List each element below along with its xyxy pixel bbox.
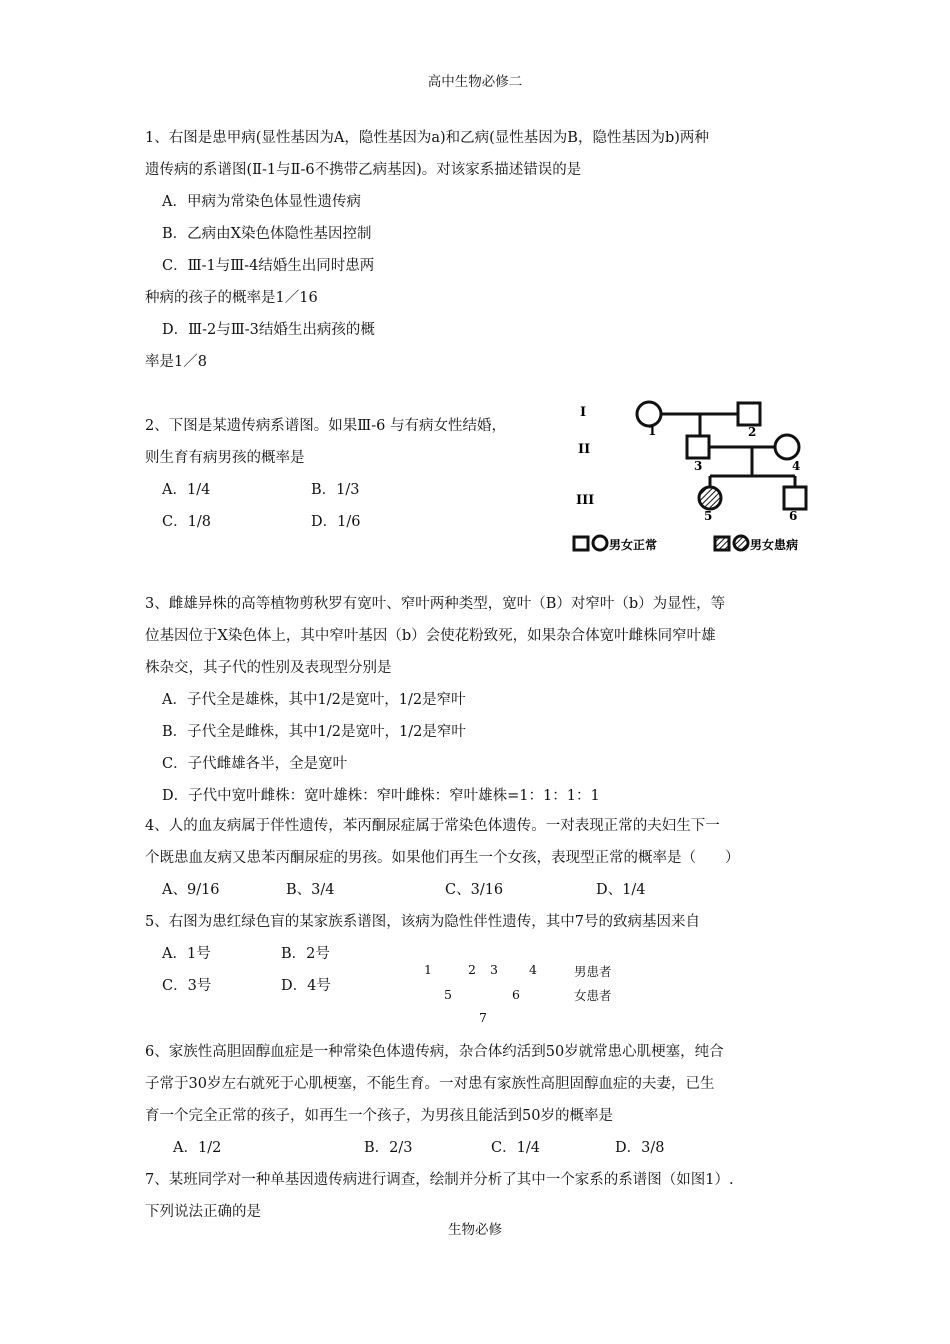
- q3-option-a: A．子代全是雄株，其中1/2是宽叶，1/2是窄叶: [162, 692, 466, 708]
- q1-option-b: B．乙病由X染色体隐性基因控制: [162, 226, 372, 242]
- gen-label-2: II: [578, 442, 591, 457]
- q4-option-c: C、3/16: [445, 882, 504, 898]
- q6-option-d: D．3/8: [615, 1140, 665, 1156]
- q1-option-a: A．甲病为常染色体显性遗传病: [162, 194, 361, 210]
- q3-stem-line3: 株杂交，其子代的性别及表现型分别是: [145, 660, 392, 676]
- q2-option-d: D．1/6: [311, 514, 361, 530]
- q6-stem-line1: 6、家族性高胆固醇血症是一种常染色体遗传病，杂合体约活到50岁就常患心肌梗塞，纯合: [145, 1044, 724, 1060]
- q1-option-c-cont: 种病的孩子的概率是1／16: [145, 290, 318, 306]
- q4-option-d: D、1/4: [596, 882, 646, 898]
- q6-option-b: B．2/3: [364, 1140, 413, 1156]
- q5-option-a: A．1号: [162, 946, 211, 962]
- legend-male-normal: [574, 537, 588, 550]
- q1-option-d: D．Ⅲ-2与Ⅲ-3结婚生出病孩的概: [162, 322, 375, 338]
- q6-option-a: A．1/2: [173, 1140, 222, 1156]
- gen-label-3: III: [576, 493, 595, 508]
- q2-option-b: B．1/3: [311, 482, 360, 498]
- q5-male-affected-label: 男患者: [574, 964, 612, 979]
- legend-female-affected: [734, 536, 748, 550]
- q6-stem-line3: 育一个完全正常的孩子，如再生一个孩子，为男孩且能活到50岁的概率是: [145, 1108, 613, 1124]
- q3-option-c: C．子代雌雄各半，全是宽叶: [162, 756, 348, 772]
- q1-stem-line1: 1、右图是患甲病(显性基因为A，隐性基因为a)和乙病(显性基因为B，隐性基因为b)两种: [145, 130, 709, 146]
- male-normal-6: [784, 487, 806, 509]
- q5-stem: 5、右图为患红绿色盲的某家族系谱图，该病为隐性伴性遗传，其中7号的致病基因来自: [145, 914, 700, 930]
- q6-option-c: C．1/4: [491, 1140, 540, 1156]
- q2-option-c: C．1/8: [162, 514, 211, 530]
- q4-option-b: B、3/4: [286, 882, 335, 898]
- page-header: 高中生物必修二: [427, 74, 523, 90]
- legend-male-affected: [715, 537, 729, 550]
- q5-option-b: B．2号: [281, 946, 330, 962]
- q5-num-4: 4: [529, 962, 537, 977]
- q4-stem-line1: 4、人的血友病属于伴性遗传，苯丙酮尿症属于常染色体遗传。一对表现正常的夫妇生下一: [145, 818, 720, 834]
- num-3: 3: [694, 459, 703, 473]
- num-5: 5: [704, 509, 713, 523]
- q3-stem-line1: 3、雌雄异株的高等植物剪秋罗有宽叶、窄叶两种类型，宽叶（B）对窄叶（b）为显性，等: [145, 596, 726, 612]
- legend-affected-label: 男女患病: [750, 538, 799, 552]
- q5-num-7: 7: [479, 1010, 487, 1025]
- q4-stem-line2: 个既患血友病又患苯丙酮尿症的男孩。如果他们再生一个女孩，表现型正常的概率是（ ）: [145, 850, 740, 866]
- q5-num-2: 2: [468, 962, 476, 977]
- q5-num-5: 5: [444, 987, 452, 1002]
- female-affected-5: [699, 487, 721, 509]
- page-footer: 生物必修: [448, 1222, 502, 1238]
- q2-option-a: A．1/4: [162, 482, 211, 498]
- num-1: 1: [648, 424, 657, 438]
- q7-stem-line1: 7、某班同学对一种单基因遗传病进行调查，绘制并分析了其中一个家系的系谱图（如图1）.: [145, 1172, 734, 1188]
- q3-option-b: B．子代全是雌株，其中1/2是宽叶，1/2是窄叶: [162, 724, 466, 740]
- q5-female-affected-label: 女患者: [574, 988, 612, 1003]
- female-normal-4: [775, 435, 799, 459]
- q5-num-1: 1: [424, 962, 432, 977]
- q2-stem-line2: 则生育有病男孩的概率是: [145, 450, 305, 466]
- q1-option-d-cont: 率是1／8: [145, 354, 207, 370]
- q1-option-c: C．Ⅲ-1与Ⅲ-4结婚生出同时患两: [162, 258, 375, 274]
- q3-option-d: D．子代中宽叶雌株：宽叶雄株：窄叶雌株：窄叶雄株=1：1：1：1: [162, 788, 600, 804]
- legend-normal-label: 男女正常: [609, 538, 658, 552]
- gen-label-1: I: [580, 405, 587, 420]
- q5-pedigree-labels: [418, 958, 658, 1028]
- q3-stem-line2: 位基因位于X染色体上，其中窄叶基因（b）会使花粉致死，如果杂合体宽叶雌株同窄叶雄: [145, 628, 716, 644]
- q4-option-a: A、9/16: [162, 882, 220, 898]
- q2-stem-line1: 2、下图是某遗传病系谱图。如果Ⅲ-6 与有病女性结婚，: [145, 418, 506, 434]
- num-2: 2: [748, 425, 757, 439]
- q5-num-6: 6: [512, 987, 520, 1002]
- q5-num-3: 3: [490, 962, 498, 977]
- q1-stem-line2: 遗传病的系谱图(Ⅱ-1与Ⅱ-6不携带乙病基因)。对该家系描述错误的是: [145, 162, 582, 178]
- num-4: 4: [792, 459, 801, 473]
- q2-pedigree-diagram: [570, 398, 840, 558]
- legend-female-normal: [593, 536, 607, 550]
- male-normal-2: [738, 403, 760, 425]
- female-normal-1: [637, 402, 661, 426]
- q5-option-c: C．3号: [162, 978, 212, 994]
- q5-option-d: D．4号: [281, 978, 331, 994]
- q6-stem-line2: 子常于30岁左右就死于心肌梗塞，不能生育。一对患有家族性高胆固醇血症的夫妻，已生: [145, 1076, 715, 1092]
- num-6: 6: [789, 509, 798, 523]
- q7-stem-line2: 下列说法正确的是: [145, 1204, 261, 1220]
- male-normal-3: [687, 436, 709, 458]
